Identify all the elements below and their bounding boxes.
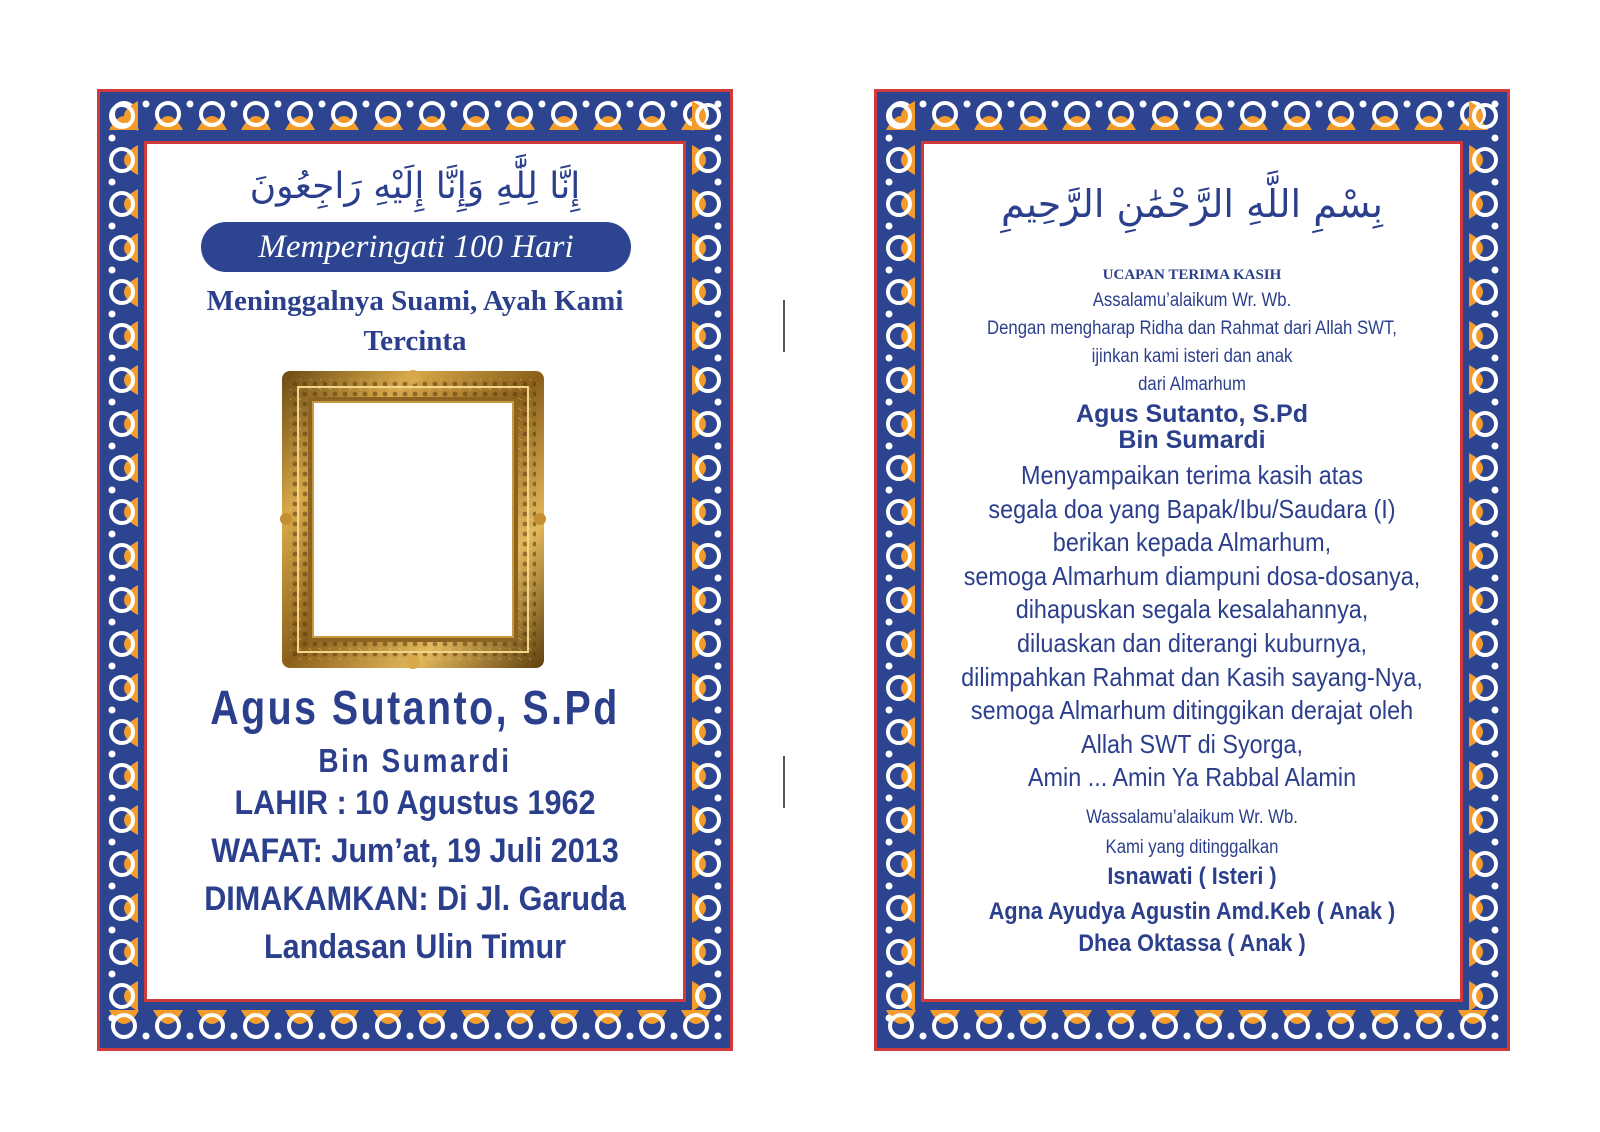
- birth-date: LAHIR : 10 Agustus 1962: [234, 784, 596, 822]
- thanks-heading: UCAPAN TERIMA KASIH: [1102, 267, 1282, 283]
- subtitle-line-1: Meninggalnya Suami, Ayah Kami: [206, 285, 624, 317]
- body-line-9: Allah SWT di Syorga,: [1081, 729, 1303, 759]
- closing-line-2: Kami yang ditinggalkan: [1105, 837, 1279, 858]
- commemoration-banner: Memperingati 100 Hari: [201, 222, 631, 272]
- signatory-1: Isnawati ( Isteri ): [1107, 863, 1277, 890]
- signatory-2: Agna Ayudya Agustin Amd.Keb ( Anak ): [988, 898, 1396, 925]
- fold-mark-top: [783, 300, 785, 352]
- deceased-patronymic: Bin Sumardi: [318, 742, 512, 779]
- body-line-3: berikan kepada Almarhum,: [1052, 527, 1332, 557]
- body-line-2: segala doa yang Bapak/Ibu/Saudara (I): [988, 494, 1396, 524]
- closing-line-1: Wassalamu’alaikum Wr. Wb.: [1086, 807, 1298, 828]
- deceased-name: Agus Sutanto, S.Pd: [1076, 400, 1308, 428]
- deceased-name: Agus Sutanto, S.Pd: [210, 682, 620, 735]
- intro-line-3: ijinkan kami isteri dan anak: [1091, 346, 1293, 367]
- intro-line-2: Dengan mengharap Ridha dan Rahmat dari Allah SWT,: [987, 318, 1397, 339]
- burial-location: Landasan Ulin Timur: [263, 928, 567, 966]
- body-line-5: dihapuskan segala kesalahannya,: [1015, 594, 1369, 624]
- body-line-1: Menyampaikan terima kasih atas: [1020, 460, 1364, 490]
- gold-picture-frame-icon: [280, 369, 546, 670]
- arabic-basmala-calligraphy: بِسْمِ اللَّهِ الرَّحْمَٰنِ الرَّحِيمِ: [1001, 182, 1383, 226]
- intro-line-4: dari Almarhum: [1138, 374, 1246, 395]
- signatory-3: Dhea Oktassa ( Anak ): [1078, 930, 1306, 957]
- card-front-content: [144, 141, 686, 1002]
- body-line-10: Amin ... Amin Ya Rabbal Alamin: [1027, 762, 1357, 792]
- memorial-card-front: [97, 89, 733, 1051]
- intro-line-1: Assalamu’alaikum Wr. Wb.: [1092, 290, 1292, 311]
- arabic-istirja-calligraphy: إِنَّا لِلَّٰهِ وَإِنَّا إِلَيْهِ رَاجِعُونَ: [249, 166, 581, 207]
- death-date: WAFAT: Jum’at, 19 Juli 2013: [211, 832, 619, 870]
- body-line-4: semoga Almarhum diampuni dosa-dosanya,: [963, 561, 1421, 591]
- body-line-7: dilimpahkan Rahmat dan Kasih sayang-Nya,: [961, 662, 1423, 692]
- subtitle-line-2: Tercinta: [363, 325, 467, 357]
- deceased-patronymic: Bin Sumardi: [1118, 426, 1266, 454]
- card-back-content: [921, 141, 1463, 1002]
- body-line-6: diluaskan dan diterangi kuburnya,: [1017, 628, 1367, 658]
- body-line-8: semoga Almarhum ditinggikan derajat oleh: [970, 695, 1414, 725]
- fold-mark-bottom: [783, 756, 785, 808]
- memorial-card-back: [874, 89, 1510, 1051]
- burial-place: DIMAKAMKAN: Di Jl. Garuda: [204, 880, 626, 918]
